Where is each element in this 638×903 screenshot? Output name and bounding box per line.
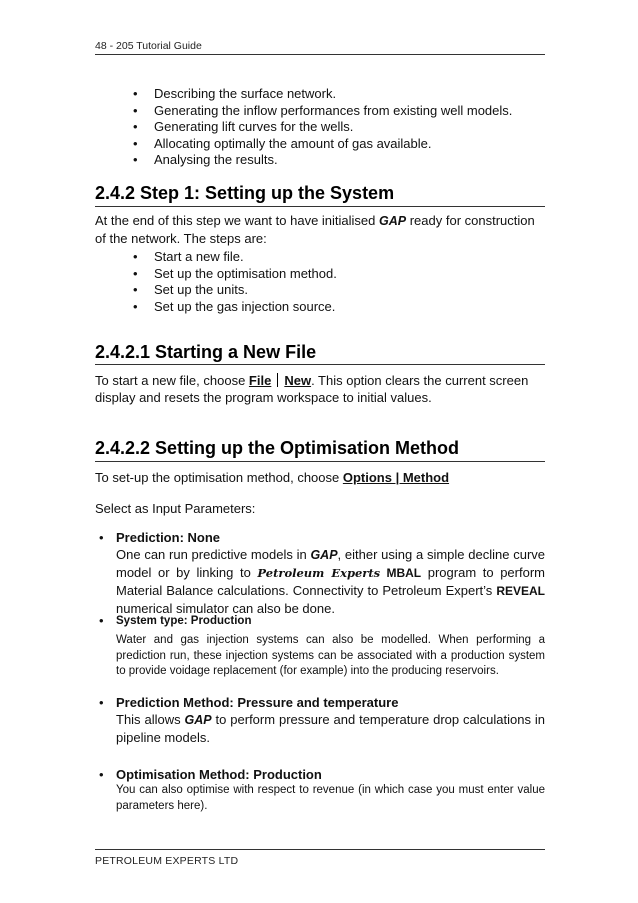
parameter-item-prediction: • Prediction: None One can run predictive models in GAP, either using a simple decline curve model or by linking to Petroleum Experts MBAL program to perform Material Balance calculations. Connectivity to Petroleum Expert’s REVEAL numerical simulator can also be done. [99,530,545,616]
parameter-item-optimisation-method: • Optimisation Method: Production You can also optimise with respect to revenue (in which case you must enter value parameters here). [95,767,545,814]
item-title: System type: Production [116,615,252,627]
menu-file: File [248,373,272,388]
gap-product-name: GAP [184,713,212,727]
parameter-item-system-type: • System type: Production Water and gas injection systems can also be modelled. When performing a prediction run, these injection systems can be associated with a production system to provide voidage replacement (for example) into the producing reservoirs. [95,613,545,680]
intro-bullet-list [95,86,545,169]
list-item: • Set up the units. [133,282,248,297]
reveal-product-name: REVEAL [496,584,545,598]
list-item: • Describing the surface network. [133,86,337,101]
item-body: This allows GAP to perform pressure and temperature drop calculations in pipeline models. [116,712,545,745]
list-item: • Generating the inflow performances from existing well models. [133,102,513,118]
menu-new: New [284,373,312,388]
menu-separator [277,373,278,387]
heading-rule [95,206,545,207]
item-title: Prediction: None [116,530,221,545]
heading-rule [95,461,545,462]
gap-product-name: GAP [310,548,338,562]
section-2-4-2-paragraph: At the end of this step we want to have initialised GAP ready for construction of the network. The steps are: [95,213,535,246]
footer-rule [95,849,545,850]
item-body: You can also optimise with respect to revenue (in which case you must enter value parameters here). [116,784,545,812]
list-item: • Set up the optimisation method. [133,265,337,281]
select-parameters-text: Select as Input Parameters: [95,501,256,516]
section-2-4-2-1-paragraph: To start a new file, choose File New. This option clears the current screen display and resets the program workspace to initial values. [95,373,529,405]
footer-text: PETROLEUM EXPERTS LTD [95,855,239,867]
list-item: • Start a new file. [133,249,244,264]
gap-product-name: GAP [379,214,407,228]
item-title: Prediction Method: Pressure and temperature [116,695,399,710]
list-item: • Generating lift curves for the wells. [133,119,354,134]
section-heading-2-4-2-1: 2.4.2.1 Starting a New File [95,342,317,362]
item-title: Optimisation Method: Production [116,767,322,782]
heading-rule [95,364,545,365]
section-heading-2-4-2: 2.4.2 Step 1: Setting up the System [95,183,395,203]
header-text: 48 - 205 Tutorial Guide [95,40,202,52]
section-2-4-2-2-paragraph: To set-up the optimisation method, choose Options | Method [95,470,450,485]
header-rule [95,54,545,55]
list-item: • Analysing the results. [133,152,278,167]
section-heading-2-4-2-2: 2.4.2.2 Setting up the Optimisation Method [95,438,460,458]
item-body: One can run predictive models in GAP, either using a simple decline curve model or by linking to Petroleum Experts MBAL program to perform Material Balance calculations. Connectivity to Petroleum Expert’s REVEAL numerical simulator can also be done. [116,547,545,616]
list-item: • Set up the gas injection source. [133,298,336,314]
list-item: • Allocating optimally the amount of gas available. [133,135,432,151]
parameter-item-prediction-method: • Prediction Method: Pressure and temperature This allows GAP to perform pressure and temperature drop calculations in pipeline models. [99,695,545,745]
menu-options-method: Options | Method [342,470,450,485]
item-body: Water and gas injection systems can also be modelled. When performing a prediction run, these injection systems can be associated with a production system to provide voidage replacement (for example) into the producing reservoirs. [116,634,545,677]
mbal-product-name: MBAL [380,566,422,580]
steps-bullet-list [95,249,545,315]
petroleum-experts-logo: Petroleum Experts [257,566,381,580]
